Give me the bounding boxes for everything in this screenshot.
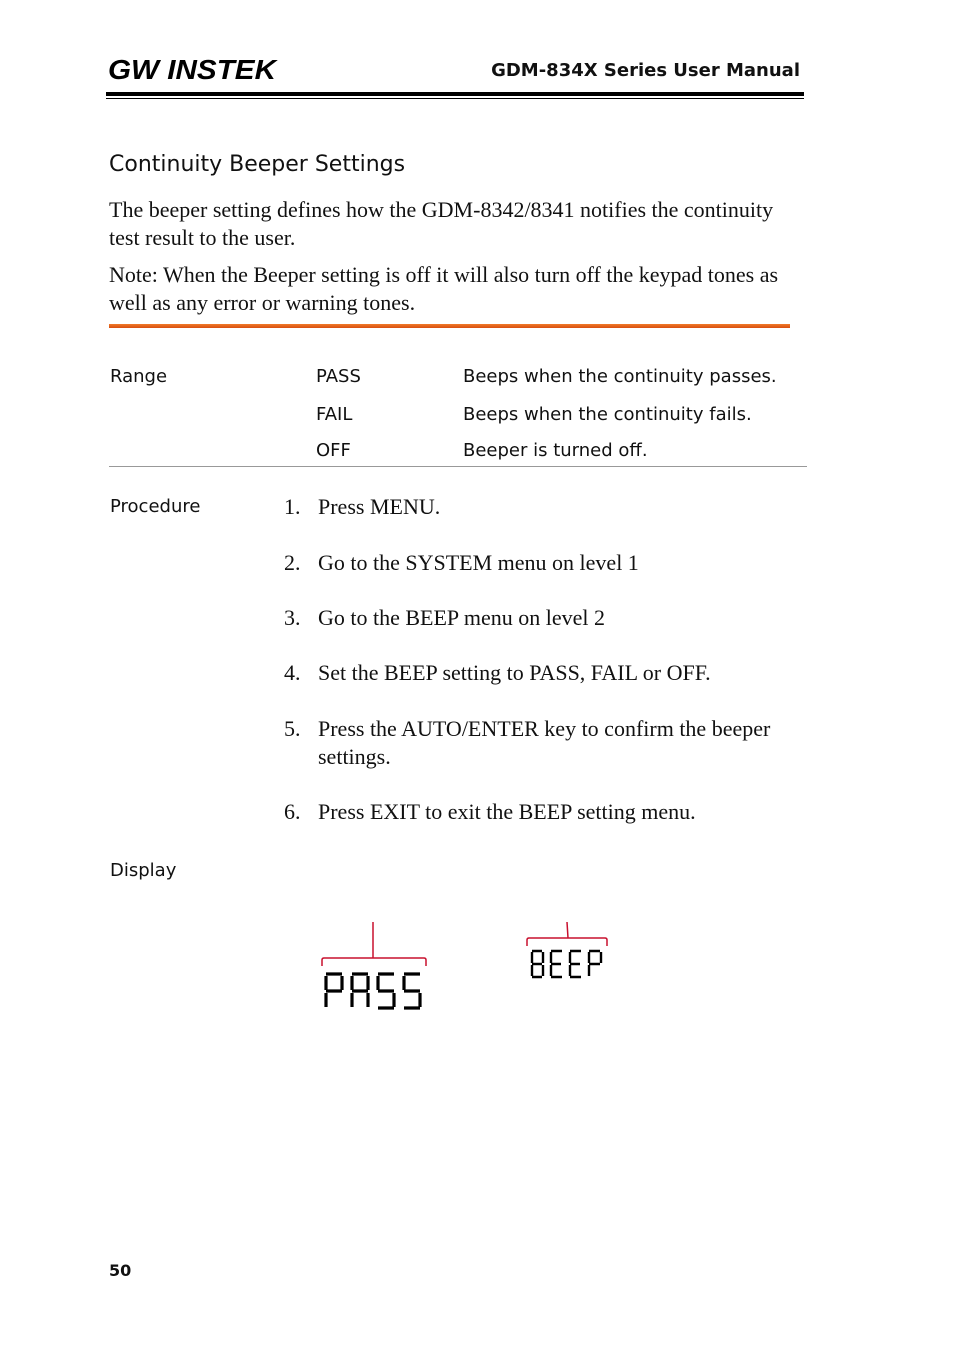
note-paragraph: Note: When the Beeper setting is off it will also turn off the keypad tones as well as any error or warning tones. xyxy=(109,262,779,315)
range-label: Range xyxy=(110,366,168,387)
manual-title: GDM-834X Series User Manual xyxy=(491,60,800,81)
svg-text:GW INSTEK: GW INSTEK xyxy=(108,55,278,83)
range-desc-fail: Beeps when the continuity fails. xyxy=(463,404,752,425)
header-rule-thin xyxy=(106,98,804,99)
gw-instek-logo xyxy=(108,55,278,83)
section-divider xyxy=(109,324,790,328)
main-display-readout xyxy=(316,920,436,1015)
step-number: 3. xyxy=(284,605,301,630)
procedure-step xyxy=(284,715,804,771)
page-number: 50 xyxy=(109,1261,132,1280)
section-title: Continuity Beeper Settings xyxy=(109,152,406,177)
step-number: 6. xyxy=(284,799,301,824)
step-text: Press the AUTO/ENTER key to confirm the beeper settings. xyxy=(318,716,771,769)
range-desc-off: Beeper is turned off. xyxy=(463,440,648,461)
procedure-label: Procedure xyxy=(110,496,201,517)
procedure-step xyxy=(284,604,804,632)
step-number: 1. xyxy=(284,494,301,519)
step-text: Set the BEEP setting to PASS, FAIL or OFF. xyxy=(318,660,711,685)
range-option-pass: PASS xyxy=(316,366,361,387)
range-option-off: OFF xyxy=(316,440,351,461)
step-text: Press EXIT to exit the BEEP setting menu. xyxy=(318,799,696,824)
procedure-step xyxy=(284,493,804,521)
step-text: Go to the SYSTEM menu on level 1 xyxy=(318,550,639,575)
range-desc-pass: Beeps when the continuity passes. xyxy=(463,366,777,387)
table-rule xyxy=(109,466,807,467)
range-option-fail: FAIL xyxy=(316,404,353,425)
sub-display-readout xyxy=(520,920,615,982)
procedure-step xyxy=(284,549,804,577)
step-text: Go to the BEEP menu on level 2 xyxy=(318,605,605,630)
intro-paragraph: The beeper setting defines how the GDM-8342/8341 notifies the continuity test result to the user. xyxy=(109,197,774,250)
step-text: Press MENU. xyxy=(318,494,441,519)
step-number: 4. xyxy=(284,660,301,685)
step-number: 2. xyxy=(284,550,301,575)
step-number: 5. xyxy=(284,716,301,741)
procedure-step xyxy=(284,659,804,687)
display-label: Display xyxy=(110,860,177,881)
procedure-step xyxy=(284,798,804,826)
header-rule xyxy=(106,92,804,96)
